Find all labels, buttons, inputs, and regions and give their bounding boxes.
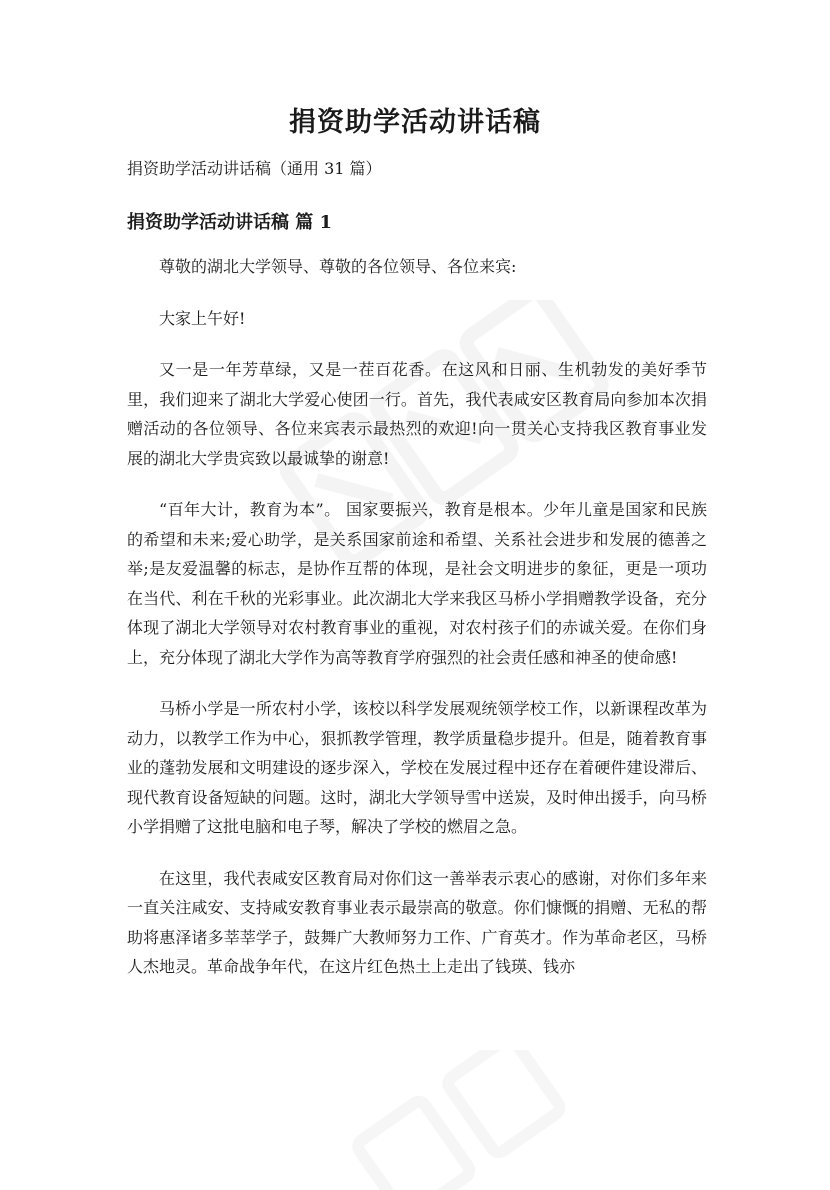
- paragraph-greeting: 大家上午好!: [159, 308, 246, 328]
- paragraph-salutation: 尊敬的湖北大学领导、尊敬的各位领导、各位来宾:: [159, 257, 517, 276]
- document-subtitle: 捐资助学活动讲话稿（通用 31 篇）: [127, 159, 382, 178]
- paragraph-thanks: 在这里，我代表咸安区教育局对你们这一善举表示衷心的感谢，对你们多年来一直关注咸安、支持咸安教育事业表示最崇高的敬意。你们慷慨的捐赠、无私的帮助将惠泽诸多莘莘学子，鼓舞广大教师努力工作、广育英才。作为革命老区，马桥人杰地灵。革命战争年代，在这片红色热土上走出了钱瑛、钱亦: [127, 868, 707, 976]
- section-heading: 捐资助学活动讲话稿 篇 1: [127, 212, 333, 233]
- paragraph-school: 马桥小学是一所农村小学，该校以科学发展观统领学校工作，以新课程改革为动力，以教学工作为中心，狠抓教学管理，教学质量稳步提升。但是，随着教育事业的蓬勃发展和文明建设的逐步深入，学校在发展过程中还存在着硬件建设滞后、现代教育设备短缺的问题。这时，湖北大学领导雪中送炭，及时伸出援手，向马桥小学捐赠了这批电脑和电子琴，解决了学校的燃眉之急。: [127, 699, 707, 836]
- paragraph-education: “百年大计，教育为本”。 国家要振兴，教育是根本。少年儿童是国家和民族的希望和未来;爱心助学，是关系国家前途和希望、关系社会进步和发展的德善之举;是友爱温馨的标志，是协作互帮的体现，是社会文明进步的象征，更是一项功在当代、利在千秋的光彩事业。此次湖北大学来我区马桥小学捐赠教学设备，充分体现了湖北大学领导对农村教育事业的重视，对农村孩子们的赤诚关爱。在你们身上，充分体现了湖北大学作为高等教育学府强烈的社会责任感和神圣的使命感!: [127, 500, 707, 667]
- document-title: 捐资助学活动讲话稿: [289, 107, 541, 138]
- paragraph-welcome: 又一是一年芳草绿，又是一茬百花香。在这风和日丽、生机勃发的美好季节里，我们迎来了湖北大学爱心使团一行。首先，我代表咸安区教育局向参加本次捐赠活动的各位领导、各位来宾表示最热烈的欢迎!向一贯关心支持我区教育事业发展的湖北大学贵宾致以最诚挚的谢意!: [127, 360, 707, 468]
- document-body: [127, 252, 707, 1004]
- watermark-fragment-icon: [330, 1050, 590, 1190]
